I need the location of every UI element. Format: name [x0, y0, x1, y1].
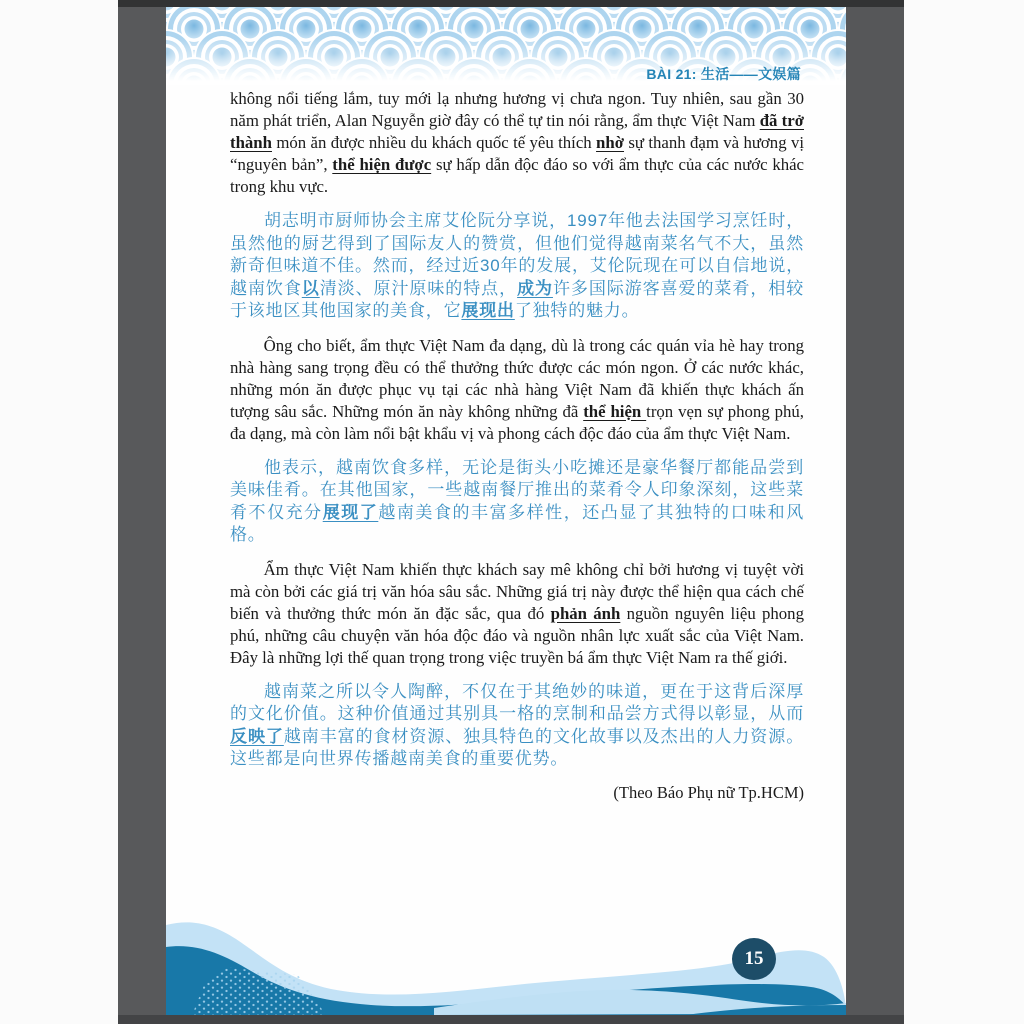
scan-margin-right — [904, 0, 1024, 1024]
page-number-badge — [732, 938, 776, 980]
scan-border-bottom — [118, 1015, 904, 1024]
scan-border-right — [846, 0, 904, 1024]
paragraph: không nổi tiếng lắm, tuy mới lạ nhưng hương vị chưa ngon. Tuy nhiên, sau gần 30 năm phát triển, Alan Nguyễn giờ đây có thể tự tin nói rằng, ẩm thực Việt Nam đã trở thành món ăn được nhiều du khách quốc tế yêu thích nhờ sự thanh đạm và hương vị “nguyên bản”, thể hiện được sự hấp dẫn độc đáo so với ẩm thực của các nước khác trong khu vực. — [230, 89, 804, 196]
text-block — [230, 88, 804, 819]
attribution: (Theo Báo Phụ nữ Tp.HCM) — [613, 782, 804, 802]
scan-margin-left — [0, 0, 118, 1024]
scan-border-left — [118, 0, 166, 1024]
paragraph: 越南菜之所以令人陶醉，不仅在于其绝妙的味道，更在于这背后深厚的文化价值。这种价值通过其别具一格的烹制和品尝方式得以彰显，从而反映了越南丰富的食材资源、独具特色的文化故事以及杰出的人力资源。这些都是向世界传播越南美食的重要优势。 — [230, 681, 804, 768]
page-number: 15 — [744, 948, 764, 969]
paragraph: Ông cho biết, ẩm thực Việt Nam đa dạng, dù là trong các quán vỉa hè hay trong nhà hàng sang trọng đều có thể thưởng thức được các món ngon. Ở các nước khác, những món ăn được phục vụ tại các nhà hàng Việt Nam đã khiến thực khách ấn tượng sâu sắc. Những món ăn này không những đã thể hiện trọn vẹn sự phong phú, đa dạng, mà còn làm nổi bật khẩu vị và phong cách độc đáo của ẩm thực Việt Nam. — [230, 335, 804, 443]
lesson-header: BÀI 21: 生活——文娱篇 — [646, 66, 801, 82]
book-page — [166, 7, 846, 1015]
scan-border-top — [118, 0, 904, 7]
paragraph: 胡志明市厨师协会主席艾伦阮分享说，1997年他去法国学习烹饪时，虽然他的厨艺得到了国际友人的赞赏，但他们觉得越南菜名气不大，虽然新奇但味道不佳。然而，经过近30年的发展，艾伦阮现在可以自信地说，越南饮食以清淡、原汁原味的特点，成为许多国际游客喜爱的菜肴，相较于该地区其他国家的美食，它展现出了独特的魅力。 — [230, 211, 804, 320]
paragraph: 他表示，越南饮食多样，无论是街头小吃摊还是豪华餐厅都能品尝到美味佳肴。在其他国家，一些越南餐厅推出的菜肴令人印象深刻，这些菜肴不仅充分展现了越南美食的丰富多样性，还凸显了其独特的口味和风格。 — [230, 457, 804, 544]
paragraph: Ẩm thực Việt Nam khiến thực khách say mê không chỉ bởi hương vị tuyệt vời mà còn bởi các giá trị văn hóa sâu sắc. Những giá trị này được thể hiện qua cách chế biến và thưởng thức món ăn đặc sắc, qua đó phản ánh nguồn nguyên liệu phong phú, những câu chuyện văn hóa độc đáo và nguồn nhân lực xuất sắc của Việt Nam. Đây là những lợi thế quan trọng trong việc truyền bá ẩm thực Việt Nam ra thế giới. — [230, 559, 804, 667]
